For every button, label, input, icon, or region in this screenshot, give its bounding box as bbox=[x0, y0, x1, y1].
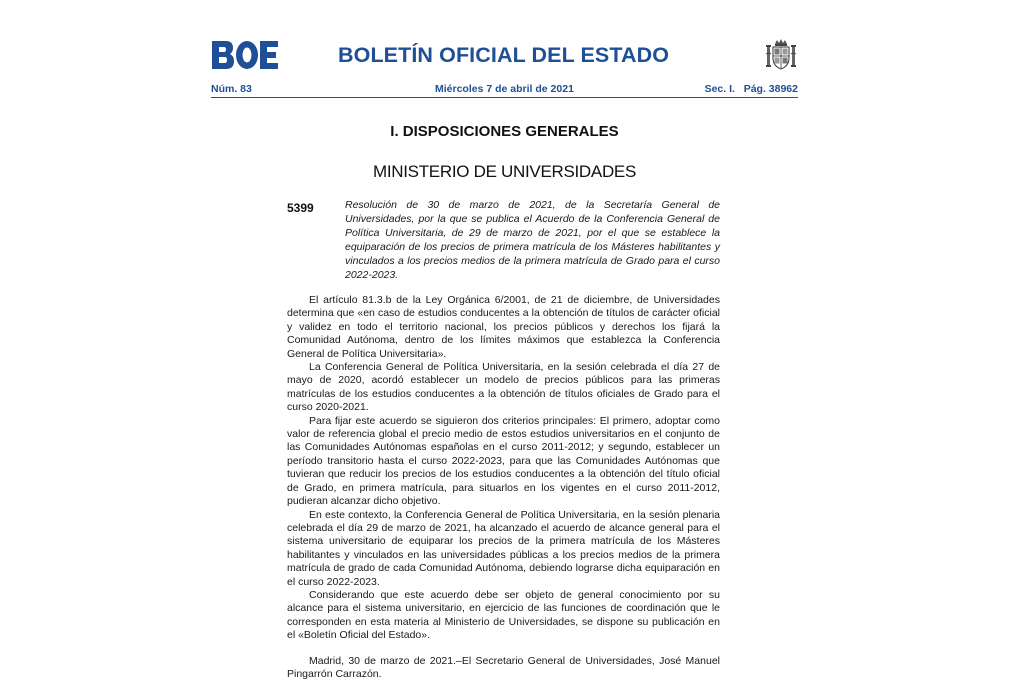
ministry-heading: MINISTERIO DE UNIVERSIDADES bbox=[373, 162, 636, 181]
issue-date: Miércoles 7 de abril de 2021 bbox=[435, 83, 574, 95]
boe-logo-icon bbox=[211, 40, 279, 70]
body-paragraph: Para fijar este acuerdo se siguieron dos criterios principales: El primero, adoptar como valor de referencia global el precio medio de estos estudios universitarios en el conjunto de las Comunidades Autónomas españolas en el curso 2011-2012; y segundo, establecer un período transitorio hasta el curso 2022-2023, para que las Comunidades Autónomas que tuvieran que reducir los precios de los estudios conducentes a la obtención del título oficial de Grado, en primera matrícula, para situarlos en los vigentes en el curso 2011-2012, pudieran alcanzar dicho objetivo. bbox=[287, 414, 720, 508]
resolution-summary: Resolución de 30 de marzo de 2021, de la Secretaría General de Universidades, por la que se publica el Acuerdo de la Conferencia General de Política Universitaria, de 29 de marzo de 2021, por el que se establece la equiparación de los precios de primera matrícula de los Másteres habilitantes y vinculados a los precios medios de la primera matrícula de Grado para el curso 2022-2023. bbox=[345, 199, 720, 281]
coat-of-arms-icon bbox=[764, 38, 798, 72]
body-paragraph: En este contexto, la Conferencia General de Política Universitaria, en la sesión plenaria celebrada el día 29 de marzo de 2021, ha alcanzado el acuerdo de alcance general para el sistema universitario de equiparar los precios de la primera matrícula de los Másteres habilitantes y vinculados en las universidades públicas a los precios medios de la primera matrícula de grado de cada Comunidad Autónoma, debiendo lograrse dicha equiparación en el curso 2022-2023. bbox=[287, 508, 720, 588]
issue-number: Núm. 83 bbox=[211, 83, 252, 95]
section-page-label: Sec. I. Pág. 38962 bbox=[704, 83, 798, 95]
section-title: I. DISPOSICIONES GENERALES bbox=[390, 123, 619, 140]
body-paragraph: La Conferencia General de Política Universitaria, en la sesión celebrada el día 27 de mayo de 2020, acordó establecer un modelo de precios públicos para las primeras matrículas de los estudios conducentes a la obtención de títulos oficiales de Grado para el curso 2020-2021. bbox=[287, 361, 720, 414]
issue-info-bar bbox=[211, 83, 798, 97]
body-paragraph: El artículo 81.3.b de la Ley Orgánica 6/2001, de 21 de diciembre, de Universidades determina que «en caso de estudios conducentes a la obtención de títulos de carácter oficial y validez en todo el territorio nacional, los precios públicos y derechos los fijará la Comunidad Autónoma, dentro de los límites máximos que establezca la Conferencia General de Política Universitaria». bbox=[287, 294, 720, 360]
signature-line: Madrid, 30 de marzo de 2021.–El Secretario General de Universidades, José Manuel Pingarrón Carrazón. bbox=[287, 654, 720, 680]
body-paragraph: Considerando que este acuerdo debe ser objeto de general conocimiento por su alcance para el sistema universitario, en ejercicio de las funciones de coordinación que le corresponden en esta materia al Ministerio de Universidades, se dispone su publicación en el «Boletín Oficial del Estado». bbox=[287, 588, 720, 642]
document-page bbox=[211, 38, 798, 680]
document-body bbox=[287, 294, 720, 681]
document-reference-number: 5399 bbox=[287, 201, 314, 215]
header-divider bbox=[211, 97, 798, 98]
boe-header bbox=[211, 38, 798, 72]
page-title: BOLETÍN OFICIAL DEL ESTADO bbox=[338, 43, 670, 67]
